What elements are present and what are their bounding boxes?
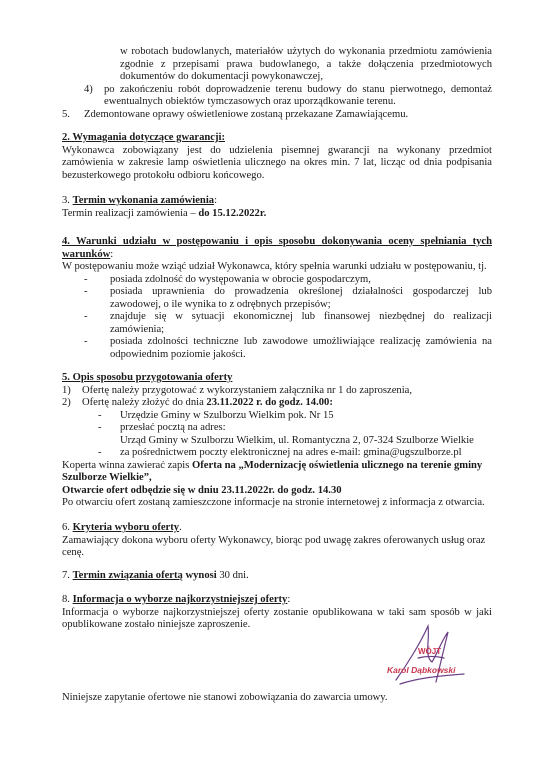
list-text: po zakończeniu robót doprowadzenie terenu budowy do stanu pierwotnego, demontaż ewentualnych obiektów tymczasowych oraz uporządkowanie terenu. [104, 83, 492, 107]
footer-text: Niniejsze zapytanie ofertowe nie stanowi zobowiązania do zawarcia umowy. [62, 692, 388, 703]
signatory-name: Karol Dąbkowski [387, 665, 456, 675]
sub-list-item: - przesłać pocztą na adres: [98, 422, 226, 433]
list-item [62, 84, 492, 109]
list-number: 5. [62, 108, 70, 120]
section-criteria [62, 522, 492, 560]
list-item: - posiada uprawnienia do prowadzenia określonej działalności gospodarczej lub zawodowej, o ile wynika to z odrębnych przepisów; [84, 286, 492, 310]
section-heading: 3. Termin wykonania zamówienia: [62, 195, 218, 206]
list-item [62, 109, 492, 122]
top-continuation [62, 46, 492, 121]
list-item: - posiada zdolność do występowania w obrocie gospodarczym, [84, 273, 371, 285]
section-heading: 5. Opis sposobu przygotowania oferty [62, 372, 233, 383]
section-deadline [62, 195, 492, 220]
section-heading: 8. Informacja o wyborze najkorzystniejszej oferty: [62, 594, 291, 605]
list-item: - znajduje się w sytuacji ekonomicznej lub finansowej niezbędnej do realizacji zamówienia; [84, 311, 492, 335]
paragraph: W postępowaniu może wziąć udział Wykonawca, który spełnia warunki udziału w postępowaniu, tj. [62, 261, 487, 272]
paragraph: w robotach budowlanych, materiałów użytych do wykonania przedmiotu zamówienia zgodnie z przepisami prawa budowlanego, a także dołączenia przedmiotowych dokumentów do dokumentacji powykonawczej, [120, 46, 492, 82]
paragraph: Zamawiający dokona wyboru oferty Wykonawcy, biorąc pod uwagę zakres oferowanych usług oraz cenę. [62, 534, 486, 558]
section-heading: 6. Kryteria wyboru oferty. [62, 522, 182, 533]
paragraph: Koperta winna zawierać zapis Oferta na „Modernizację oświetlenia ulicznego na terenie gminy Szulborze Wielkie”, [62, 459, 483, 483]
paragraph: Otwarcie ofert odbędzie się w dniu 23.11.2022r. do godz. 14.30 [62, 484, 342, 496]
section-heading: 2. Wymagania dotyczące gwarancji: [62, 132, 225, 143]
stamp-title: WÓJT [418, 647, 442, 656]
paragraph: 7. Termin związania ofertą wynosi 30 dni. [62, 570, 249, 581]
section-heading: 4. Warunki udziału w postępowaniu i opis sposobu dokonywania oceny spełniania tych warunków: [62, 236, 492, 260]
section-offer-preparation [62, 372, 492, 510]
section-binding [62, 570, 492, 583]
paragraph: Wykonawca zobowiązany jest do udzielenia pisemnej gwarancji na wykonany przedmiot zamówienia w zakresie lamp oświetlenia ulicznego na okres min. 7 lat, licząc od dnia podpisania bezusterkowego protokołu odbioru końcowego. [62, 144, 492, 181]
section-guarantee [62, 132, 492, 182]
sub-list-item: - za pośrednictwem poczty elektronicznej na adres e-mail: gmina@ugszulborze.pl [98, 447, 462, 458]
section-conditions [62, 236, 492, 361]
list-text: Zdemontowane oprawy oświetleniowe zostaną przekazane Zamawiającemu. [84, 108, 409, 120]
footer-note [62, 692, 492, 705]
paragraph: Po otwarciu ofert zostaną zamieszczone informacje na stronie internetowej z informacja z otwarcia. [62, 497, 485, 508]
sub-list-item: - Urzędzie Gminy w Szulborzu Wielkim pok. Nr 15 [98, 409, 334, 421]
paragraph: Informacja o wyborze najkorzystniejszej oferty zostanie opublikowana w taki sam sposób w jaki opublikowane zostało niniejsze zaproszenie. [62, 606, 492, 630]
list-number: 4) [84, 83, 93, 95]
paragraph: Termin realizacji zamówienia – do 15.12.2022r. [62, 207, 267, 219]
list-item: 1) Ofertę należy przygotować z wykorzystaniem załącznika nr 1 do zaproszenia, [62, 384, 413, 396]
address-line: Urząd Gminy w Szulborzu Wielkim, ul. Romantyczna 2, 07-324 Szulborze Wielkie [120, 434, 474, 446]
list-item: 2) Ofertę należy złożyć do dnia 23.11.2022 r. do godz. 14.00: [62, 397, 333, 408]
list-item: - posiada zdolności techniczne lub zawodowe umożliwiające realizację zamówienia na odpowiednim poziomie jakości. [84, 336, 492, 360]
